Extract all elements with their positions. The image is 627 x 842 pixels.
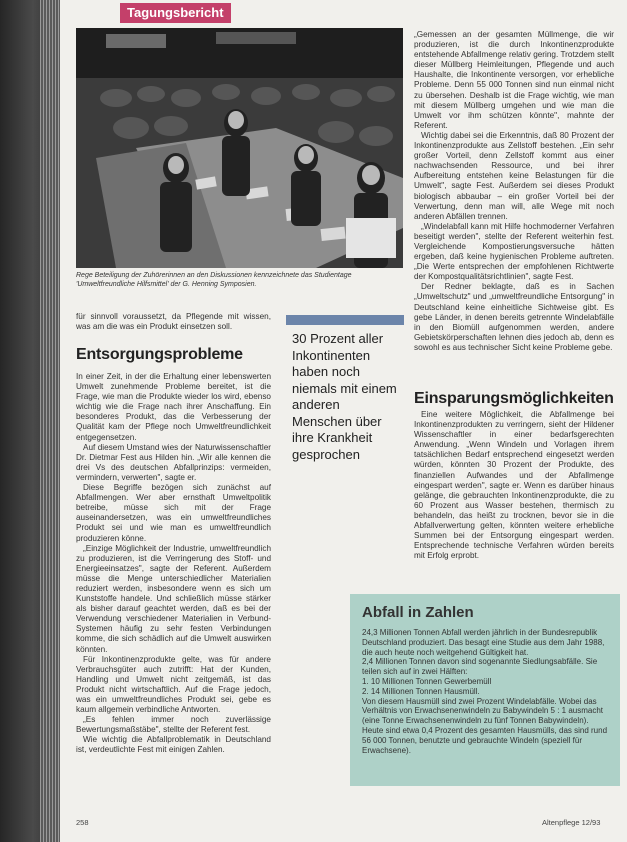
right-column-second [414,410,614,561]
left-paragraph: „Es fehlen immer noch zuverlässige Bewertungsmaßstäbe", stellte der Referent fest. [76,715,271,735]
pull-quote-bar [286,315,404,325]
photo-caption: Rege Beteiligung der Zuhörerinnen an den Diskussionen kennzeichnete das Studientage 'Umweltfreundliche Hilfsmittel' der G. Henning Symposien. [76,272,352,288]
fact-box-body [362,628,612,755]
fact-line: Von diesem Hausmüll sind zwei Prozent Windelabfälle. Wobei das Verhältnis von Erwachsenenwindeln zu Babywindeln 5 : 1 ausmacht (eine Tonne Erwachsenenwindeln zu fünf Tonnen Babywindeln). [362,696,604,726]
fact-line: 2,4 Millionen Tonnen davon sind sogenannte Siedlungsabfälle. Sie teilen sich auf in zwei Hälften: [362,657,598,677]
conference-photo-image [76,28,403,268]
book-binding [0,0,60,842]
right-paragraph: „Gemessen an der gesamten Müllmenge, die wir produzieren, ist die durch Inkontinenzprodukte entstehende Abfallmenge relativ gering. Trotzdem stellt dieser Müllberg Heimleitungen, Pflegende und auch Haushalte, die Inkontinente versorgen, vor erhebliche Probleme. Denn 55 000 Tonnen sind nun einmal nicht zu übersehen. Deshalb ist die Frage wichtig, wie man mit diesem Müllberg umgehen und wie man die Umwelt vor ihm schützen könnte", mahnte der Referent. [414,30,614,130]
left-paragraph: Diese Begriffe bezögen sich zunächst auf Abfallmengen. Wer aber ernsthaft Umweltpolitik betreibe, müsse sich mit der Frage auseinandersetzen, was ein umweltfreundliches Produkt sei und wie man es umweltfreundlich produzieren könne. [76,483,271,543]
fact-box [350,594,620,786]
left-paragraph: Für Inkontinenzprodukte gelte, was für andere Verbrauchsgüter auch zutrifft: Hat der Kunden, Handling und Umwelt nicht zeitgemäß, ist das Produkt nicht wirtschaftlich. Auf die Frage jedoch, was ein umweltfreundliches Produkt sei, gebe es kaum allgemein verbindliche Antworten. [76,654,271,715]
fact-box-title: Abfall in Zahlen [362,604,474,621]
heading-entsorgungsprobleme: Entsorgungsprobleme [76,346,243,363]
right-paragraph: Wichtig dabei sei die Erkenntnis, daß 80 Prozent der Inkontinenzprodukte aus Zellstoff bestehen. „Ein sehr großer Vorteil, denn Zellstoff kommt aus einer nachwachsenden Ressource, und bei ihrer Aufbereitung entstehen keine Belastungen für die Umwelt", sagte Fest. Außerdem sei dieses Produkt biologisch abbaubar – ein großer Vorteil bei der Verwertung, denn man will, alle Wege mit noch anderen Abfällen trennen. [414,130,614,221]
left-column-body [76,372,271,756]
pull-quote-text: 30 Prozent aller Inkontinenten haben noch niemals mit einem anderen Menschen über ihre Krankheit gesprochen [292,331,397,462]
pull-quote-box [286,315,404,462]
right-paragraph: Der Redner beklagte, daß es in Sachen „Umweltschutz" und „umweltfreundliche Entsorgung" in Deutschland keine einheitliche Sichtweise gibt. Es gebe Länder, in denen bereits getrennte Windelabfälle in den Biomüll aufgenommen werden, andere Gebietskörperschaften lehnen dies jedoch ab, denn es sowohl es aus technischer Sicht keine Probleme gebe. [414,282,614,352]
conference-photo [76,28,403,268]
right-paragraph: „Windelabfall kann mit Hilfe hochmoderner Verfahren beseitigt werden", stellte der Referent weiterhin fest. Vergleichende Kompostierungsversuche hätten ergeben, daß keine hygienischen Probleme auftreten. „Die Werte entsprechen der empfohlenen Richtwerte der Kompostqualitätsrichtlinien", sagte Fest. [414,221,614,282]
page-edges [40,0,60,842]
fact-line: 24,3 Millionen Tonnen Abfall werden jährlich in der Bundesrepublik Deutschland produziert. Das besagt eine Studie aus dem Jahr 1988, die auch heute noch weitgehend Gültigkeit hat. [362,628,605,657]
left-paragraph: Wie wichtig die Abfallproblematik in Deutschland ist, verdeutlichte Fest mit einigen Zahlen. [76,735,271,755]
issue-label: Altenpflege 12/93 [542,818,601,827]
intro-paragraph: für sinnvoll voraussetzt, da Pflegende mit wissen, was am die was ein Produkt einsetzen soll. [76,312,271,332]
right-column-body [414,30,614,353]
left-column-intro [76,312,271,332]
section-tag: Tagungsbericht [120,3,231,23]
magazine-page [60,0,627,842]
page-number: 258 [76,818,89,827]
fact-line: 2. 14 Millionen Tonnen Hausmüll. [362,686,480,696]
right-paragraph: Eine weitere Möglichkeit, die Abfallmenge bei Inkontinenzprodukten zu verringern, sieht der Hildener Wissenschaftler in einer bedarfsgerechten Anwendung. „Wenn Windeln und Vorlagen ihrem tatsächlichen Bedarf entsprechend eingesetzt werden würden, könnten 30 Prozent der Produkte, des finanziellen Aufwandes und der Abfallmenge eingespart werden", sagte er. Wenn es darüber hinaus gelänge, die gebrauchten Inkontinenzprodukte, die zu 60 Prozent aus Wasser bestehen, thermisch zu behandeln, das heißt zu trocknen, bevor sie in die Abfallverwertung gelten, könnten weitere erhebliche Summen bei der Entsorgung eingespart werden. Entsprechende technische Verfahren würden bereits mit Erfolg erprobt. [414,410,614,561]
left-paragraph: In einer Zeit, in der die Erhaltung einer lebenswerten Umwelt zunehmende Probleme bereitet, ist die Frage, wie man die Produkte wieder los wird, ebenso wichtig wie die Frage nach ihrer Anschaffung. Ein besonderes Produkt, das die Verbesserung der Qualität kam der Pflege noch Umweltfreundlichkeit entgegensetzen. [76,372,271,442]
fact-line: 1. 10 Millionen Tonnen Gewerbemüll [362,676,492,686]
left-paragraph: „Einzige Möglichkeit der Industrie, umweltfreundlich zu produzieren, ist die Verringerung des Stoff- und Energieeinsatzes", sagte der Referent. Außerdem müsse die Menge unterschiedlicher Materialien reduziert werden, insbesondere wenn es sich um Kunststoffe handele. Und schließlich müsse stärker als bisher darauf geachtet werden, daß es bei der Verwendung verschiedener Materialien in Verbund-Systemen häufig zu sehr festen Verbindungen komme, die sich schädlich auf die Umwelt auswirken könnten. [76,543,271,654]
left-paragraph: Auf diesem Umstand wies der Naturwissenschaftler Dr. Dietmar Fest aus Hilden hin. „Wir alle kennen die drei Vs des deutschen Abfallprinzips: vermeiden, vermindern, verwerten", sagte er. [76,442,271,482]
heading-einsparungsmoeglichkeiten: Einsparungsmöglichkeiten [414,390,614,407]
fact-line: Heute sind etwa 0,4 Prozent des gesamten Hausmülls, das sind rund 56 000 Tonnen, benutzte und gebrauchte Windeln (speziell für Erwachsene). [362,725,608,755]
